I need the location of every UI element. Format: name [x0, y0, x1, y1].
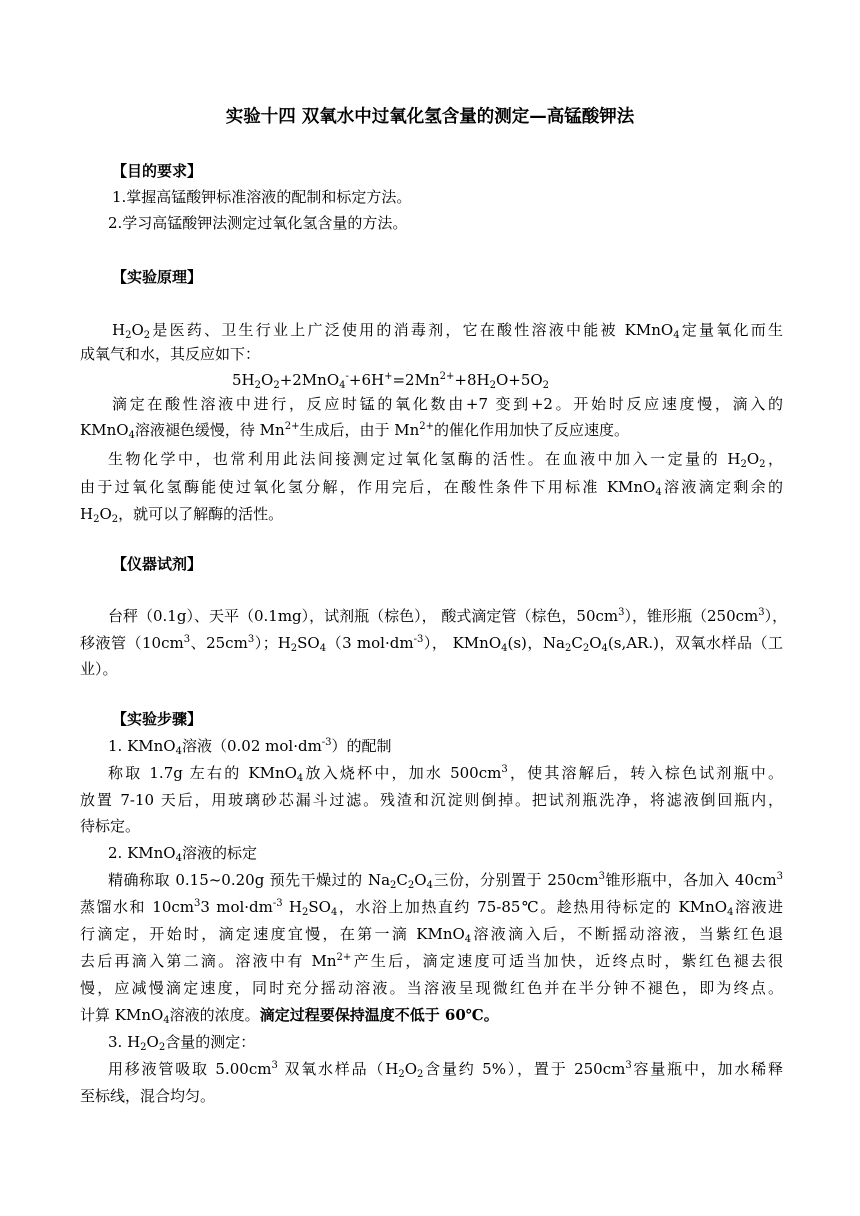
principle-paragraph-1-line-1: $H_2O_2$是医药、卫生行业上广泛使用的消毒剂，它在酸性溶液中能被 KMnO$_4$定量氧化而生: [112, 321, 783, 341]
document-title: 实验十四 双氧水中过氧化氢含量的测定—高锰酸钾法: [225, 107, 635, 127]
step-2-line-3: 行滴定，开始时，滴定速度宜慢，在第一滴 KMnO$_4$溶液滴入后，不断摇动溶液，当紫红色退: [80, 925, 783, 945]
reagents-line-2: 移液管（$10cm^3$、$25cm^3$）；$H_2SO_4(3$ $mol\cdot dm^{-3}$）， KMnO$_4$(s)，$Na_2C_2O_4(s,AR.)$，双氧水样品（工: [80, 634, 783, 654]
principle-paragraph-3-line-3: $H_2O_2$，就可以了解酶的活性。: [80, 505, 284, 525]
step-1-line-2: 放置 7-10 天后，用玻璃砂芯漏斗过滤。残渣和沉淀则倒掉。把试剂瓶洗净，将滤液倒回瓶内，: [80, 791, 783, 809]
step-1-line-1: 称取 1.7g 左右的 KMnO$_4$放入烧杯中，加水 $500cm^3$，使其溶解后，转入棕色试剂瓶中。: [108, 764, 783, 784]
reagents-line-1: 台秤（0.1g）、天平（0.1mg），试剂瓶（棕色）， 酸式滴定管（棕色，$50cm^3$），锥形瓶$(250cm^3)$，: [108, 607, 788, 625]
step-3-line-2: 至标线，混合均匀。: [80, 1087, 216, 1105]
principle-paragraph-2-line-1: 滴定在酸性溶液中进行，反应时锰的氧化数由+7 变到+2。开始时反应速度慢，滴入的: [112, 395, 783, 413]
step-3-line-1: 用移液管吸取 $5.00cm^3$ 双氧水样品（$H_2O_2$含量约 5%），置于 $250cm^3$容量瓶中，加水稀释: [108, 1060, 783, 1080]
step-2-line-1: 精确称取 0.15~0.20g 预先干燥过的 $Na_2C_2O_4$三份，分别置于 $250cm^3$锥形瓶中，各加入 $40cm^3$: [108, 871, 783, 891]
step-1-line-3: 待标定。: [80, 817, 141, 835]
purpose-item-1: 1.掌握高锰酸钾标准溶液的配制和标定方法。: [112, 188, 412, 206]
section-heading-reagents: 【仪器试剂】: [112, 555, 203, 573]
step-2-line-6: 计算 KMnO$_4$溶液的浓度。滴定过程要保持温度不低于 60℃。: [80, 1006, 499, 1026]
step-3-title: 3. $H_2O_2$含量的测定：: [108, 1033, 256, 1053]
section-heading-principle: 【实验原理】: [112, 268, 203, 286]
reaction-equation: $5H_2O_2+2MnO_4^-+6H^+=2Mn^{2+}+8H_2O+5O_2$: [232, 371, 550, 391]
principle-paragraph-3-line-2: 由于过氧化氢酶能使过氧化氢分解，作用完后，在酸性条件下用标准 KMnO$_4$溶液滴定剩余的: [80, 478, 783, 498]
step-1-title: 1. KMnO$_4$溶液（0.02 $mol\cdot dm^{-3}$）的配制: [108, 737, 392, 757]
purpose-item-2: 2.学习高锰酸钾法测定过氧化氢含量的方法。: [108, 214, 408, 232]
step-2-line-5: 慢，应减慢滴定速度，同时充分摇动溶液。当溶液呈现微红色并在半分钟不褪色，即为终点。: [80, 979, 783, 997]
step-2-title: 2. KMnO$_4$溶液的标定: [108, 844, 257, 864]
section-heading-steps: 【实验步骤】: [112, 710, 203, 728]
section-heading-purpose: 【目的要求】: [112, 162, 203, 180]
step-2-line-4: 去后再滴入第二滴。溶液中有 $Mn^{2+}$产生后，滴定速度可适当加快，近终点时，紫红色褪去很: [80, 952, 783, 970]
principle-paragraph-1-line-2: 成氧气和水，其反应如下：: [80, 345, 261, 363]
principle-paragraph-3-line-1: 生物化学中，也常利用此法间接测定过氧化氢酶的活性。在血液中加入一定量的 $H_2O_2$，: [108, 450, 783, 470]
principle-paragraph-2-line-2: KMnO$_4$溶液褪色缓慢，待 $Mn^{2+}$生成后，由于 $Mn^{2+}$的催化作用加快了反应速度。: [80, 421, 630, 441]
step-2-line-2: 蒸馏水和 $10cm^33$ $mol\cdot dm^{-3}$ $H_2SO_4$，水浴上加热直约 75-85℃。趁热用待标定的 KMnO$_4$溶液进: [80, 898, 783, 918]
temperature-warning: 滴定过程要保持温度不低于 60℃。: [259, 1006, 499, 1024]
reagents-line-3: 业）。: [80, 660, 118, 678]
